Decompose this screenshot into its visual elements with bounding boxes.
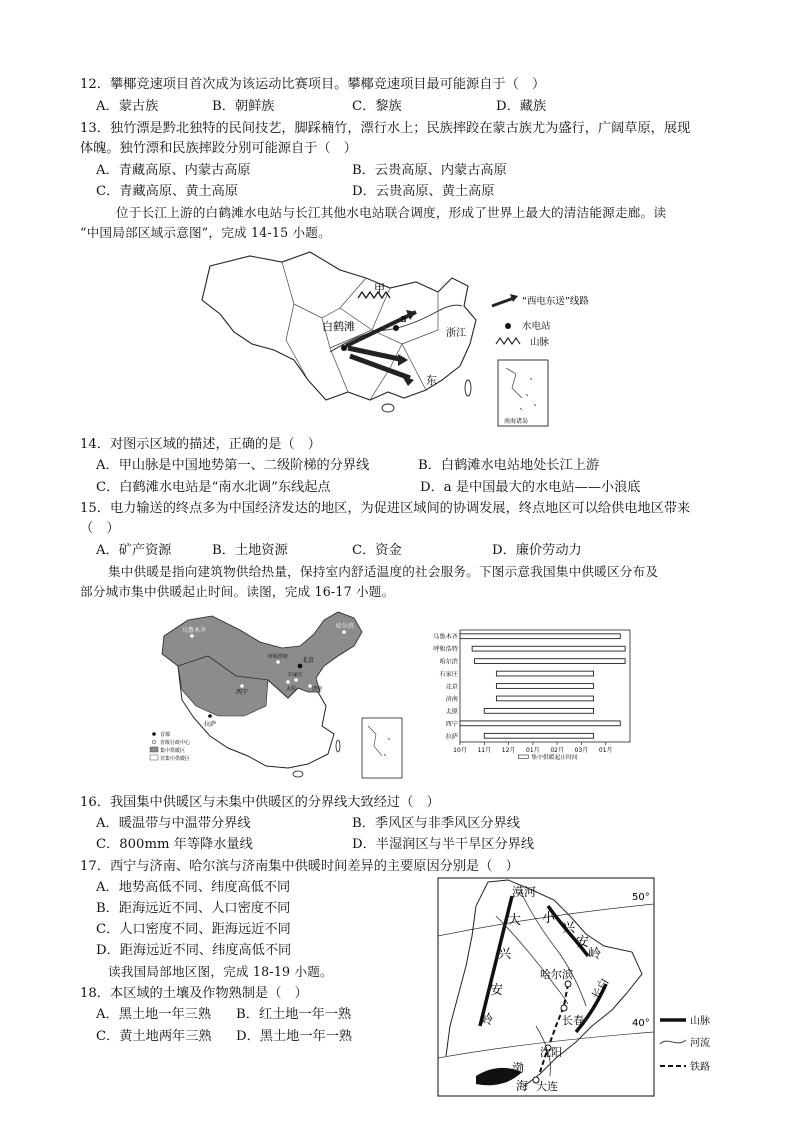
map3-label-harbin: 哈尔滨 <box>540 968 573 981</box>
q16-stem: 16．我国集中供暖区与未集中供暖区的分界线大致经过（ ） <box>80 795 440 810</box>
intro-16-17-line2: 部分城市集中供暖起止时间。读图，完成 16-17 小题。 <box>80 584 395 599</box>
chart-legend-label: 集中供暖起止时间 <box>531 755 578 761</box>
chart-heating-bar <box>496 671 593 676</box>
map3-label-mohe: 漠河 <box>512 885 537 899</box>
q14-option-c: C．白鹤滩水电站是“南水北调”东线起点 <box>96 480 331 495</box>
chart-heating-bar <box>484 708 593 713</box>
power-route-2-head <box>398 354 408 366</box>
q12-option-b: B．朝鲜族 <box>212 99 275 114</box>
q16-option-a: A．暖温带与中温带分界线 <box>96 816 251 831</box>
q13-option-a: A．青藏高原、内蒙古高原 <box>96 163 251 178</box>
inset-label: 南海诸岛 <box>504 418 529 425</box>
label-a: a <box>400 312 407 325</box>
chart-x-tick-label: 03月 <box>574 747 589 754</box>
map2-city-urumqi: 乌鲁木齐 <box>182 627 207 634</box>
map3-label-da: 大 <box>508 913 522 928</box>
map3-legend-railway: 铁路 <box>690 1062 710 1073</box>
q16-option-c: C．800mm 年等降水量线 <box>96 837 253 852</box>
map3-label-dalian: 大连 <box>536 1080 558 1093</box>
q18-stem: 18．本区域的土壤及作物熟制是（ ） <box>80 986 308 1001</box>
q17-option-d: D．距海远近不同、纬度高低不同 <box>96 943 292 958</box>
chart-heating-bar <box>460 634 620 639</box>
legend-mountain-icon <box>496 338 520 344</box>
label-zhejiang: 浙江 <box>446 328 466 339</box>
intro-14-15-line1: 位于长江上游的白鹤滩水电站与长江其他水电站联合调度，形成了世界上最大的清洁能源走廊。读 <box>116 205 667 220</box>
legend-station-icon <box>505 323 511 329</box>
q18-option-b: B．红土地一年一熟 <box>236 1007 352 1022</box>
map2-city-xining: 西宁 <box>236 689 249 696</box>
q18-option-c: C．黄土地两年三熟 <box>96 1029 212 1044</box>
map3-label-shenyang: 沈阳 <box>540 1046 562 1059</box>
map3-label-changchun: 长春 <box>562 1014 584 1027</box>
legend-route-label: “西电东送”线路 <box>522 296 589 307</box>
map2-legend-capital: 首都 <box>160 732 171 738</box>
q13-stem-line1: 13．独竹漂是黔北独特的民间技艺，脚踩楠竹，漂行水上；民族摔跤在蒙古族尤为盛行，广阔草原，展现 <box>80 121 691 136</box>
map3-legend-mountain: 山脉 <box>690 1016 710 1027</box>
q17-option-b: B．距海远近不同、人口密度不同 <box>96 901 291 916</box>
q13-option-b: B．云贵高原、内蒙古高原 <box>352 163 507 178</box>
legend-river-icon <box>660 1040 686 1044</box>
q12-option-a: A．蒙古族 <box>96 99 159 114</box>
q15-option-a: A．矿产资源 <box>96 543 172 558</box>
chart-category-label: 石家庄 <box>439 671 458 679</box>
chart-x-tick-label: 12月 <box>501 747 516 754</box>
taiwan-island <box>465 380 471 396</box>
q17-stem: 17．西宁与济南、哈尔滨与济南集中供暖时间差异的主要原因分别是（ ） <box>80 859 519 874</box>
chart-legend-swatch <box>518 755 528 759</box>
map2-city-taiyuan: 太原 <box>286 686 297 692</box>
map2-legend-heating: 集中供暖区 <box>160 748 186 754</box>
chart-category-label: 拉萨 <box>445 733 458 741</box>
label-dong: 东 <box>426 374 437 387</box>
map2-city-shijiazhuang: 石家庄 <box>288 672 304 678</box>
map3-label-an1: 安 <box>490 983 504 998</box>
chart-category-label: 太原 <box>445 708 458 716</box>
chart-heating-bar <box>496 696 593 701</box>
map3-label-ling2: 岭 <box>588 947 602 962</box>
china-region-map <box>190 248 589 428</box>
chart-category-label: 北京 <box>445 683 458 691</box>
map3-label-ling1: 岭 <box>480 1013 494 1028</box>
map2-city-beijing: 北京 <box>302 657 315 664</box>
chart-heating-bar <box>472 646 625 651</box>
map3-lat40: 40° <box>632 1018 650 1029</box>
map3-legend-river: 河流 <box>690 1038 710 1049</box>
label-jia: 甲 <box>374 282 385 295</box>
q16-option-b: B．季风区与非季风区分界线 <box>352 816 520 831</box>
heating-region-map <box>148 606 410 782</box>
q14-stem: 14．对图示区域的描述，正确的是（ ） <box>80 437 321 452</box>
intro-18-19: 读我国局部地区图，完成 18-19 小题。 <box>108 964 333 979</box>
chart-category-label: 乌鲁木齐 <box>433 633 458 641</box>
map3-label-xiao: 小 <box>542 911 556 926</box>
legend-route-icon <box>492 298 514 306</box>
q17-option-a: A．地势高低不同、纬度高低不同 <box>96 880 291 895</box>
q15-stem: 15．电力输送的终点多为中国经济发达的地区，为促进区域间的协调发展，终点地区可以给供电地区带来 <box>80 501 691 516</box>
chart-heating-bar <box>496 684 593 689</box>
q15-option-b: B．土地资源 <box>212 543 288 558</box>
map3-label-bohai-1: 渤 <box>512 1061 525 1075</box>
q13-option-d: D．云贵高原、黄土高原 <box>352 184 495 199</box>
map3-label-xing2: 兴 <box>562 921 576 936</box>
q12-stem: 12．攀椰竞速项目首次成为该运动比赛项目。攀椰竞速项目最可能源自于（ ） <box>80 77 546 92</box>
q13-stem-line2: 体魄。独竹漂和民族摔跤分别可能源自于（ ） <box>80 141 357 156</box>
intro-16-17-line1: 集中供暖是指向建筑物供给热量，保持室内舒适温度的社会服务。下图示意我国集中供暖区分布及 <box>108 564 659 579</box>
q15-paren: （ ） <box>80 521 120 536</box>
q18-option-a: A．黑土地一年三熟 <box>96 1007 212 1022</box>
station-baihetan <box>341 345 347 351</box>
map2-city-lhasa: 拉萨 <box>204 721 217 728</box>
chart-x-tick-label: 01月 <box>526 747 540 754</box>
chart-x-tick-label: 02月 <box>550 747 564 754</box>
chart-x-tick-label: 11月 <box>477 747 492 754</box>
map3-lat50: 50° <box>632 892 650 903</box>
inset-south-china-sea <box>498 360 548 426</box>
chart-category-label: 呼和浩特 <box>433 646 458 654</box>
city-changchun <box>561 1005 567 1011</box>
q16-option-d: D．半湿润区与半干旱区分界线 <box>352 837 535 852</box>
chart-heating-bar <box>484 733 593 738</box>
northeast-china-map <box>436 876 726 1098</box>
heating-period-chart <box>420 626 636 762</box>
map2-city-hohhot: 呼和浩特 <box>268 654 289 660</box>
city-harbin <box>565 981 571 987</box>
chart-heating-bar <box>460 721 620 726</box>
map2-city-jinan: 济南 <box>312 686 323 692</box>
q15-option-d: D．廉价劳动力 <box>492 543 582 558</box>
label-baihetan: 白鹤滩 <box>322 320 355 333</box>
legend-mountain-label: 山脉 <box>530 337 550 348</box>
q14-option-d: D．a 是中国最大的水电站——小浪底 <box>420 480 641 495</box>
map2-legend-provincial: 省级行政中心 <box>160 740 191 746</box>
chart-category-label: 济南 <box>445 695 458 703</box>
map3-label-changbai: 长白 <box>589 975 612 1002</box>
map3-label-xing1: 兴 <box>498 947 512 962</box>
chart-heating-bar <box>475 659 626 664</box>
q14-option-a: A．甲山脉是中国地势第一、二级阶梯的分界线 <box>96 458 370 473</box>
q12-option-d: D．藏族 <box>496 99 547 114</box>
q17-option-c: C．人口密度不同、距海远近不同 <box>96 922 291 937</box>
map2-legend-non-heating: 非集中供暖区 <box>160 756 191 762</box>
station-a <box>393 325 399 331</box>
chart-category-label: 西宁 <box>445 720 458 728</box>
q18-option-d: D．黑土地一年一熟 <box>236 1029 353 1044</box>
chart-x-tick-label: 10月 <box>453 747 467 754</box>
q12-option-c: C．黎族 <box>352 99 402 114</box>
q13-option-c: C．青藏高原、黄土高原 <box>96 184 238 199</box>
q14-option-b: B．白鹤滩水电站地处长江上游 <box>418 458 600 473</box>
legend-station-label: 水电站 <box>522 321 551 332</box>
map2-inset <box>362 718 402 778</box>
map3-label-an2: 安 <box>576 935 590 950</box>
chart-x-tick-label: 01月 <box>598 747 613 754</box>
q15-option-c: C．资金 <box>352 543 402 558</box>
hainan-island <box>382 404 394 412</box>
chart-category-label: 哈尔滨 <box>439 658 458 666</box>
intro-14-15-line2: “中国局部区域示意图”，完成 14-15 小题。 <box>80 225 331 240</box>
map3-label-bohai-2: 海 <box>516 1079 529 1093</box>
map2-city-harbin: 哈尔滨 <box>336 623 355 630</box>
